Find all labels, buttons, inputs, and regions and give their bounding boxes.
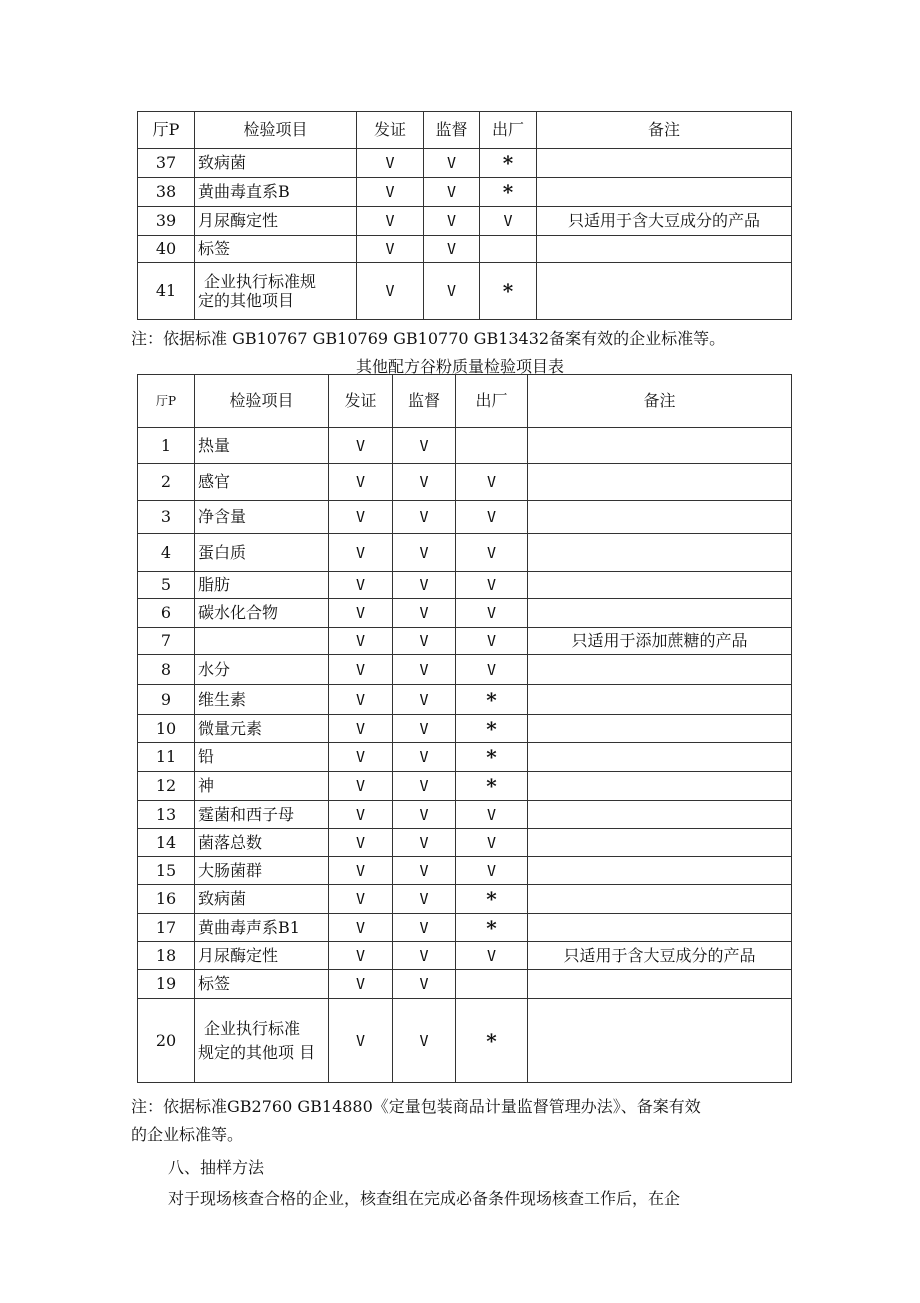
row-jiandu: V — [424, 236, 480, 263]
row-fazheng: V — [329, 970, 393, 999]
row-fazheng: V — [329, 628, 393, 655]
row-item: 神 — [195, 772, 329, 801]
row-note — [528, 685, 792, 715]
row-jiandu: V — [393, 801, 456, 829]
table-row — [138, 685, 792, 715]
row-item: 微量元素 — [195, 715, 329, 743]
row-no: 15 — [138, 857, 195, 885]
row-jiandu: V — [393, 501, 456, 534]
table-row — [138, 534, 792, 572]
row-note — [537, 149, 792, 178]
row-note — [528, 743, 792, 772]
row-fazheng: V — [329, 857, 393, 885]
row-item: 铅 — [195, 743, 329, 772]
row-no: 12 — [138, 772, 195, 801]
row-no: 8 — [138, 655, 195, 685]
row-jiandu: V — [393, 829, 456, 857]
row-item: 维生素 — [195, 685, 329, 715]
row-note — [528, 885, 792, 914]
row-note — [528, 801, 792, 829]
table-row — [138, 829, 792, 857]
table2-footnote-line2: 的企业标准等。 — [131, 1125, 244, 1144]
row-no: 37 — [138, 149, 195, 178]
row-fazheng: V — [329, 999, 393, 1083]
row-item — [195, 628, 329, 655]
row-jiandu: V — [393, 464, 456, 501]
row-fazheng: V — [329, 501, 393, 534]
row-no: 16 — [138, 885, 195, 914]
row-no: 14 — [138, 829, 195, 857]
header-fazheng: 发证 — [357, 112, 424, 149]
row-item: 蛋白质 — [195, 534, 329, 572]
table-row — [138, 772, 792, 801]
row-jiandu: V — [393, 534, 456, 572]
row-note — [537, 178, 792, 207]
row-chuchang: V — [456, 857, 528, 885]
row-note — [528, 715, 792, 743]
row-chuchang — [456, 970, 528, 999]
table-row — [138, 999, 792, 1083]
row-no: 5 — [138, 572, 195, 599]
inspection-table-2 — [137, 374, 792, 1083]
table-row — [138, 572, 792, 599]
row-item: 黄曲毒直系B — [195, 178, 357, 207]
row-item: 脂肪 — [195, 572, 329, 599]
row-chuchang: * — [456, 999, 528, 1083]
row-note — [528, 914, 792, 942]
table-row — [138, 236, 792, 263]
body-paragraph: 对于现场核查合格的企业，核查组在完成必备条件现场核查工作后，在企 — [168, 1189, 681, 1208]
row-chuchang: V — [456, 534, 528, 572]
row-item: 黄曲毒声系B1 — [195, 914, 329, 942]
row-no: 13 — [138, 801, 195, 829]
row-fazheng: V — [329, 885, 393, 914]
header-note: 备注 — [528, 375, 792, 428]
row-fazheng: V — [357, 207, 424, 236]
row-item-line2: 定的其他项目 — [198, 291, 295, 310]
table-row — [138, 743, 792, 772]
row-chuchang: V — [456, 572, 528, 599]
row-item-line2: 规定的其他项 目 — [198, 1042, 316, 1062]
row-item: 水分 — [195, 655, 329, 685]
header-chuchang: 出厂 — [456, 375, 528, 428]
row-chuchang: * — [480, 149, 537, 178]
row-no: 3 — [138, 501, 195, 534]
header-chuchang: 出厂 — [480, 112, 537, 149]
table-row — [138, 207, 792, 236]
row-fazheng: V — [329, 743, 393, 772]
row-note: 只适用于含大豆成分的产品 — [537, 207, 792, 236]
row-no: 38 — [138, 178, 195, 207]
row-no: 1 — [138, 428, 195, 464]
row-no: 40 — [138, 236, 195, 263]
row-item: 大肠菌群 — [195, 857, 329, 885]
row-no: 7 — [138, 628, 195, 655]
table-row — [138, 628, 792, 655]
row-chuchang: V — [456, 501, 528, 534]
row-fazheng: V — [329, 772, 393, 801]
row-jiandu: V — [424, 263, 480, 320]
row-chuchang: V — [456, 829, 528, 857]
row-item: 月尿酶定性 — [195, 207, 357, 236]
row-jiandu: V — [393, 428, 456, 464]
header-item: 检验项目 — [195, 375, 329, 428]
row-item: 标签 — [195, 970, 329, 999]
row-fazheng: V — [329, 599, 393, 628]
row-item: 标签 — [195, 236, 357, 263]
row-item: 碳水化合物 — [195, 599, 329, 628]
row-jiandu: V — [393, 857, 456, 885]
table-row — [138, 715, 792, 743]
row-note: 只适用于添加蔗糖的产品 — [528, 628, 792, 655]
row-note — [528, 655, 792, 685]
table-row — [138, 914, 792, 942]
row-chuchang: * — [456, 914, 528, 942]
inspection-table-1 — [137, 111, 792, 320]
table-row — [138, 885, 792, 914]
table2-caption: 其他配方谷粉质量检验项目表 — [355, 357, 564, 376]
header-no: 厅P — [138, 112, 195, 149]
row-note — [528, 572, 792, 599]
row-item: 菌落总数 — [195, 829, 329, 857]
table-row — [138, 857, 792, 885]
row-no: 19 — [138, 970, 195, 999]
row-jiandu: V — [393, 885, 456, 914]
row-item: 热量 — [195, 428, 329, 464]
row-chuchang: * — [456, 772, 528, 801]
row-no: 2 — [138, 464, 195, 501]
row-no: 17 — [138, 914, 195, 942]
row-jiandu: V — [393, 655, 456, 685]
row-no: 18 — [138, 942, 195, 970]
row-jiandu: V — [393, 685, 456, 715]
row-jiandu: V — [393, 970, 456, 999]
row-fazheng: V — [357, 236, 424, 263]
row-jiandu: V — [393, 743, 456, 772]
row-chuchang: * — [456, 715, 528, 743]
row-fazheng: V — [329, 464, 393, 501]
row-no: 4 — [138, 534, 195, 572]
header-item: 检验项目 — [195, 112, 357, 149]
header-no: 厅P — [138, 375, 195, 428]
row-item — [195, 263, 357, 320]
row-fazheng: V — [329, 914, 393, 942]
row-chuchang: V — [456, 655, 528, 685]
row-item — [195, 999, 329, 1083]
row-note: 只适用于含大豆成分的产品 — [528, 942, 792, 970]
row-chuchang — [456, 428, 528, 464]
row-chuchang: V — [456, 801, 528, 829]
table-row — [138, 801, 792, 829]
row-note — [528, 999, 792, 1083]
row-chuchang: * — [456, 885, 528, 914]
row-chuchang: V — [456, 628, 528, 655]
row-fazheng: V — [329, 942, 393, 970]
row-item: 致病菌 — [195, 149, 357, 178]
row-note — [528, 464, 792, 501]
row-item: 霆菌和西子母 — [195, 801, 329, 829]
row-chuchang: * — [456, 743, 528, 772]
table-header-row — [138, 375, 792, 428]
row-note — [528, 829, 792, 857]
row-fazheng: V — [357, 178, 424, 207]
row-fazheng: V — [329, 572, 393, 599]
table-row — [138, 970, 792, 999]
row-fazheng: V — [329, 655, 393, 685]
row-fazheng: V — [329, 685, 393, 715]
row-fazheng: V — [329, 801, 393, 829]
row-fazheng: V — [329, 428, 393, 464]
table-row — [138, 263, 792, 320]
row-jiandu: V — [393, 628, 456, 655]
row-jiandu: V — [393, 715, 456, 743]
row-no: 41 — [138, 263, 195, 320]
row-jiandu: V — [393, 599, 456, 628]
table1-footnote: 注：依据标准 GB10767 GB10769 GB10770 GB13432备案有效的企业标准等。 — [131, 329, 726, 348]
row-fazheng: V — [357, 149, 424, 178]
table-row — [138, 501, 792, 534]
row-note — [528, 970, 792, 999]
header-jiandu: 监督 — [424, 112, 480, 149]
table-row — [138, 464, 792, 501]
table-row — [138, 599, 792, 628]
row-item: 净含量 — [195, 501, 329, 534]
row-no: 20 — [138, 999, 195, 1083]
table-row — [138, 655, 792, 685]
row-no: 39 — [138, 207, 195, 236]
row-chuchang: V — [456, 599, 528, 628]
row-note — [537, 263, 792, 320]
row-jiandu: V — [393, 914, 456, 942]
table-row — [138, 428, 792, 464]
row-note — [528, 772, 792, 801]
row-item: 致病菌 — [195, 885, 329, 914]
row-note — [528, 428, 792, 464]
row-item-line1: 企业执行标准规 — [204, 271, 317, 291]
row-no: 6 — [138, 599, 195, 628]
row-jiandu: V — [393, 572, 456, 599]
row-fazheng: V — [329, 715, 393, 743]
table2-footnote-line1: 注：依据标准GB2760 GB14880《定量包装商品计量监督管理办法》、备案有效 — [131, 1097, 701, 1116]
row-chuchang: V — [480, 207, 537, 236]
header-note: 备注 — [537, 112, 792, 149]
row-jiandu: V — [424, 178, 480, 207]
row-item-line1: 企业执行标准 — [204, 1019, 301, 1039]
row-fazheng: V — [329, 534, 393, 572]
row-fazheng: V — [329, 829, 393, 857]
row-note — [528, 534, 792, 572]
section-heading: 八、抽样方法 — [168, 1158, 265, 1177]
row-chuchang: * — [480, 178, 537, 207]
row-note — [528, 857, 792, 885]
row-item: 月尿酶定性 — [195, 942, 329, 970]
row-no: 10 — [138, 715, 195, 743]
table-row — [138, 149, 792, 178]
row-jiandu: V — [393, 999, 456, 1083]
row-note — [537, 236, 792, 263]
row-note — [528, 501, 792, 534]
row-no: 11 — [138, 743, 195, 772]
row-chuchang — [480, 236, 537, 263]
row-chuchang: V — [456, 464, 528, 501]
row-jiandu: V — [424, 149, 480, 178]
header-jiandu: 监督 — [393, 375, 456, 428]
table-header-row — [138, 112, 792, 149]
row-chuchang: * — [480, 263, 537, 320]
row-chuchang: V — [456, 942, 528, 970]
table-row — [138, 942, 792, 970]
header-fazheng: 发证 — [329, 375, 393, 428]
row-jiandu: V — [393, 942, 456, 970]
row-fazheng: V — [357, 263, 424, 320]
row-jiandu: V — [393, 772, 456, 801]
row-item: 感官 — [195, 464, 329, 501]
row-jiandu: V — [424, 207, 480, 236]
row-no: 9 — [138, 685, 195, 715]
row-chuchang: * — [456, 685, 528, 715]
table-row — [138, 178, 792, 207]
row-note — [528, 599, 792, 628]
